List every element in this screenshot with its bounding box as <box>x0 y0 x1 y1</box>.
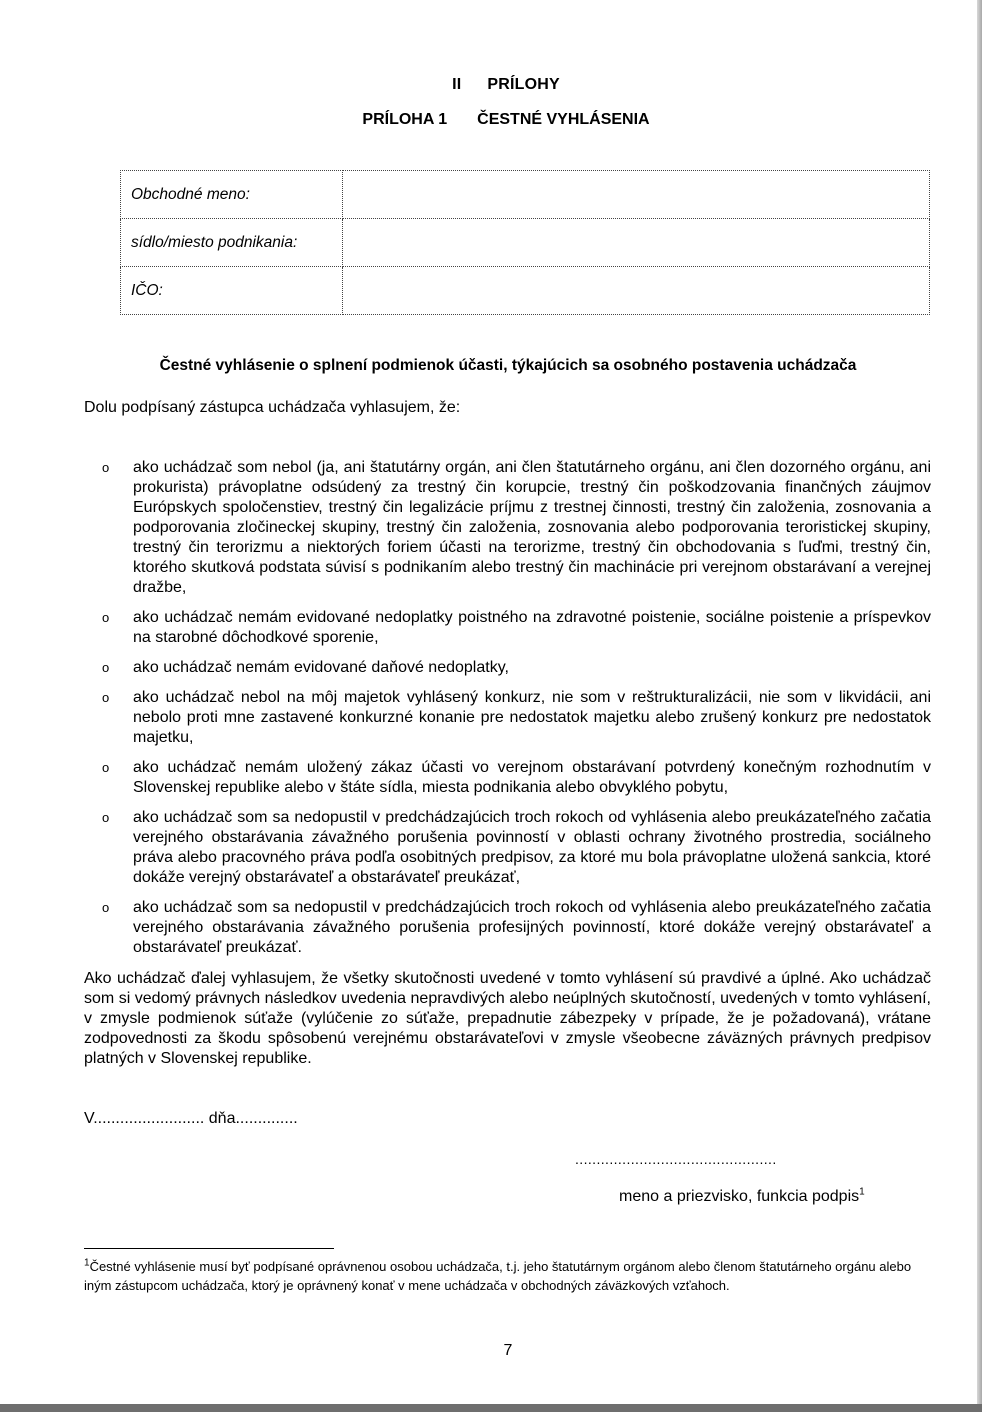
list-item-text: ako uchádzač som sa nedopustil v predchádzajúcich troch rokoch od vyhlásenia alebo preukázateľného začatia verejného obstarávania závažného porušenia povinností v oblasti ochrany životného prostredia, sociálneho práva alebo pracovného práva podľa osobitných predpisov, za ktoré mu bola právoplatne uložená sankcia, ktoré dokáže verejný obstarávateľ a obstarávateľ preukázať, <box>133 809 931 886</box>
list-item-text: ako uchádzač nemám evidované nedoplatky poistného na zdravotné poistenie, sociálne poistenie a príspevkov na starobné dôchodkové sporenie, <box>133 609 931 646</box>
footnote-mark: 1 <box>84 1257 90 1269</box>
declaration-list <box>84 458 931 968</box>
list-item <box>84 608 931 648</box>
signature-line: ............................................... <box>575 1151 777 1167</box>
annex-name: ČESTNÉ VYHLÁSENIA <box>477 111 650 128</box>
ico-field[interactable] <box>343 267 930 315</box>
bullet-icon: o <box>102 810 110 825</box>
list-item-text: ako uchádzač som nebol (ja, ani štatutárny orgán, ani člen štatutárneho orgánu, ani člen dozorného orgánu, ani prokurista) právoplatne odsúdený za trestný čin korupcie, trestný čin poškodzovania finančných záujmov Európskych spoločenstiev, trestný čin legalizácie príjmu z trestnej činnosti, trestný čin založenia, zosnovania a podporovania zločineckej skupiny, trestný čin založenia, zosnovania alebo podporovania teroristickej skupiny, trestný čin terorizmu a niektorých foriem účasti na terorizme, trestný čin obchodovania s ľuďmi, trestný čin, ktorého skutková podstata súvisí s podnikaním alebo trestný čin machinácie pri verejnom obstarávaní a verejnej dražbe, <box>133 459 931 596</box>
list-item <box>84 898 931 958</box>
bullet-icon: o <box>102 460 110 475</box>
list-item <box>84 658 931 678</box>
footnote-reference: 1 <box>859 1186 865 1198</box>
list-item <box>84 688 931 748</box>
section-title <box>0 76 982 94</box>
section-name: PRÍLOHY <box>487 76 560 93</box>
seat-label: sídlo/miesto podnikania: <box>121 219 343 267</box>
declaration-heading: Čestné vyhlásenie o splnení podmienok účasti, týkajúcich sa osobného postavenia uchádzača <box>159 357 857 374</box>
bullet-icon: o <box>102 660 110 675</box>
bullet-icon: o <box>102 690 110 705</box>
bullet-icon: o <box>102 610 110 625</box>
table-row <box>121 267 930 315</box>
section-number: II <box>452 76 462 93</box>
closing-paragraph: Ako uchádzač ďalej vyhlasujem, že všetky skutočnosti uvedené v tomto vyhlásení sú pravdivé a úplné. Ako uchádzač som si vedomý právnych následkov uvedenia nepravdivých alebo neúplných skutočností, uvedených v tomto vyhlásení, v zmysle podmienok súťaže (vylúčenie zo súťaže, prepadnutie zábezpeky v prípade, že je požadovaná), vrátane zodpovednosti za škodu spôsobenú verejnému obstarávateľovi v zmysle všeobecne záväzných právnych predpisov platných v Slovenskej republike. <box>84 970 931 1067</box>
declaration-intro: Dolu podpísaný zástupca uchádzača vyhlasujem, že: <box>84 399 461 416</box>
place-date-line: V......................... dňa.............. <box>84 1110 298 1127</box>
company-name-label: Obchodné meno: <box>121 171 343 219</box>
footnote-divider <box>84 1248 334 1249</box>
footnote <box>84 1257 931 1295</box>
page-edge-shadow <box>977 0 982 1404</box>
list-item <box>84 458 931 598</box>
list-item-text: ako uchádzač nemám evidované daňové nedoplatky, <box>133 659 509 676</box>
page-number: 7 <box>503 1342 513 1359</box>
bullet-icon: o <box>102 900 110 915</box>
list-item <box>84 758 931 798</box>
table-row <box>121 219 930 267</box>
ico-label: IČO: <box>121 267 343 315</box>
list-item-text: ako uchádzač nebol na môj majetok vyhlásený konkurz, nie som v reštrukturalizácii, nie som v likvidácii, ani nebolo proti mne zastavené konkurzné konanie pre nedostatok majetku alebo zrušený konkurz pre nedostatok majetku, <box>133 689 931 746</box>
applicant-info-table <box>120 170 930 315</box>
annex-title <box>0 111 982 129</box>
viewer-bottom-bar <box>0 1404 982 1412</box>
company-name-field[interactable] <box>343 171 930 219</box>
list-item <box>84 808 931 888</box>
signature-caption-text: meno a priezvisko, funkcia podpis <box>619 1188 860 1205</box>
bullet-icon: o <box>102 760 110 775</box>
footnote-text: Čestné vyhlásenie musí byť podpísané oprávnenou osobou uchádzača, t.j. jeho štatutárnym orgánom alebo členom štatutárneho orgánu alebo iným zástupcom uchádzača, ktorý je oprávnený konať v mene uchádzača v obchodných záväzkových vzťahoch. <box>84 1259 912 1293</box>
list-item-text: ako uchádzač nemám uložený zákaz účasti vo verejnom obstarávaní potvrdený konečným rozhodnutím v Slovenskej republike alebo v štáte sídla, miesta podnikania alebo obvyklého pobytu, <box>133 759 931 796</box>
signature-caption <box>619 1188 865 1206</box>
table-row <box>121 171 930 219</box>
annex-number: PRÍLOHA 1 <box>362 111 448 128</box>
list-item-text: ako uchádzač som sa nedopustil v predchádzajúcich troch rokoch od vyhlásenia alebo preukázateľného začatia verejného obstarávania závažného porušenia profesijných povinností, ktoré dokáže verejný obstarávateľ a obstarávateľ preukázať. <box>133 899 931 956</box>
seat-field[interactable] <box>343 219 930 267</box>
